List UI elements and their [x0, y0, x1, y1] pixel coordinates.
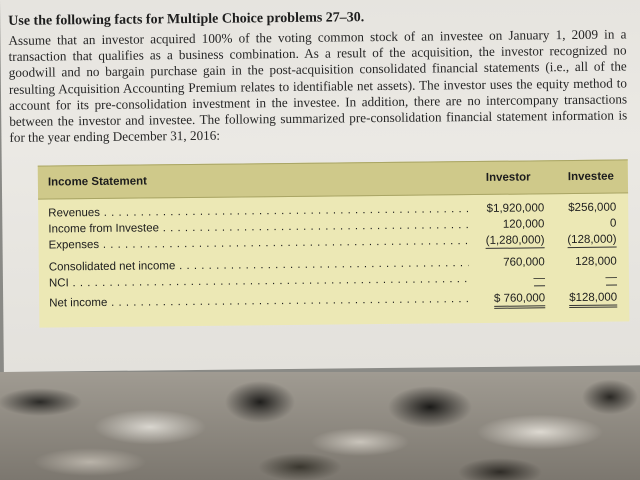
investee-value: 128,000 — [575, 255, 617, 268]
investor-value: 120,000 — [502, 218, 545, 231]
investee-value: $256,000 — [568, 201, 617, 215]
income-statement-table — [38, 159, 630, 327]
investor-value: (1,280,000) — [485, 234, 545, 247]
investor-value: 760,000 — [503, 256, 545, 269]
investee-value: (128,000) — [567, 233, 617, 247]
investor-value: $ 760,000 — [494, 292, 545, 309]
column-header-investor: Investor — [485, 171, 531, 184]
table-row-net-income — [39, 291, 629, 313]
investor-value: — — [533, 272, 546, 285]
problem-paragraph: Assume that an investor acquired 100% of the voting common stock of an investee on January 1, 2009 in a transaction that qualifies as a business combination. As a result of the acquisition, the investor recognized no goodwill and no bargain purchase gain in the post-acquisition consolidated financial statements (i.e., all of the resulting Acquisition Accounting Premium relates to identifiable net assets). The investor uses the equity method to account for its pre-consolidation investment in the investee. In addition, there are no intercompany transactions between the investor and investee. The following summarized pre-consolidation financial statement information is for the year ending December 31, 2016: — [8, 26, 628, 146]
investee-value: — — [605, 271, 618, 284]
investee-value: $128,000 — [569, 292, 617, 309]
table-header — [38, 159, 628, 199]
row-label: Consolidated net income . . . — [49, 257, 469, 273]
row-label: Expenses . . . — [49, 235, 469, 251]
granite-countertop-background — [0, 372, 640, 480]
investor-value: $1,920,000 — [486, 202, 545, 215]
row-label: Revenues . . . — [48, 203, 468, 219]
problem-heading: Use the following facts for Multiple Choice problems 27–30. — [8, 10, 365, 29]
row-label: Income from Investee . . . — [48, 219, 468, 235]
table-title: Income Statement — [47, 175, 148, 189]
row-label: Net income . . . — [49, 293, 469, 309]
column-header-investee: Investee — [567, 170, 614, 184]
row-label: NCI . . . — [49, 273, 469, 289]
investee-value: 0 — [609, 217, 617, 230]
